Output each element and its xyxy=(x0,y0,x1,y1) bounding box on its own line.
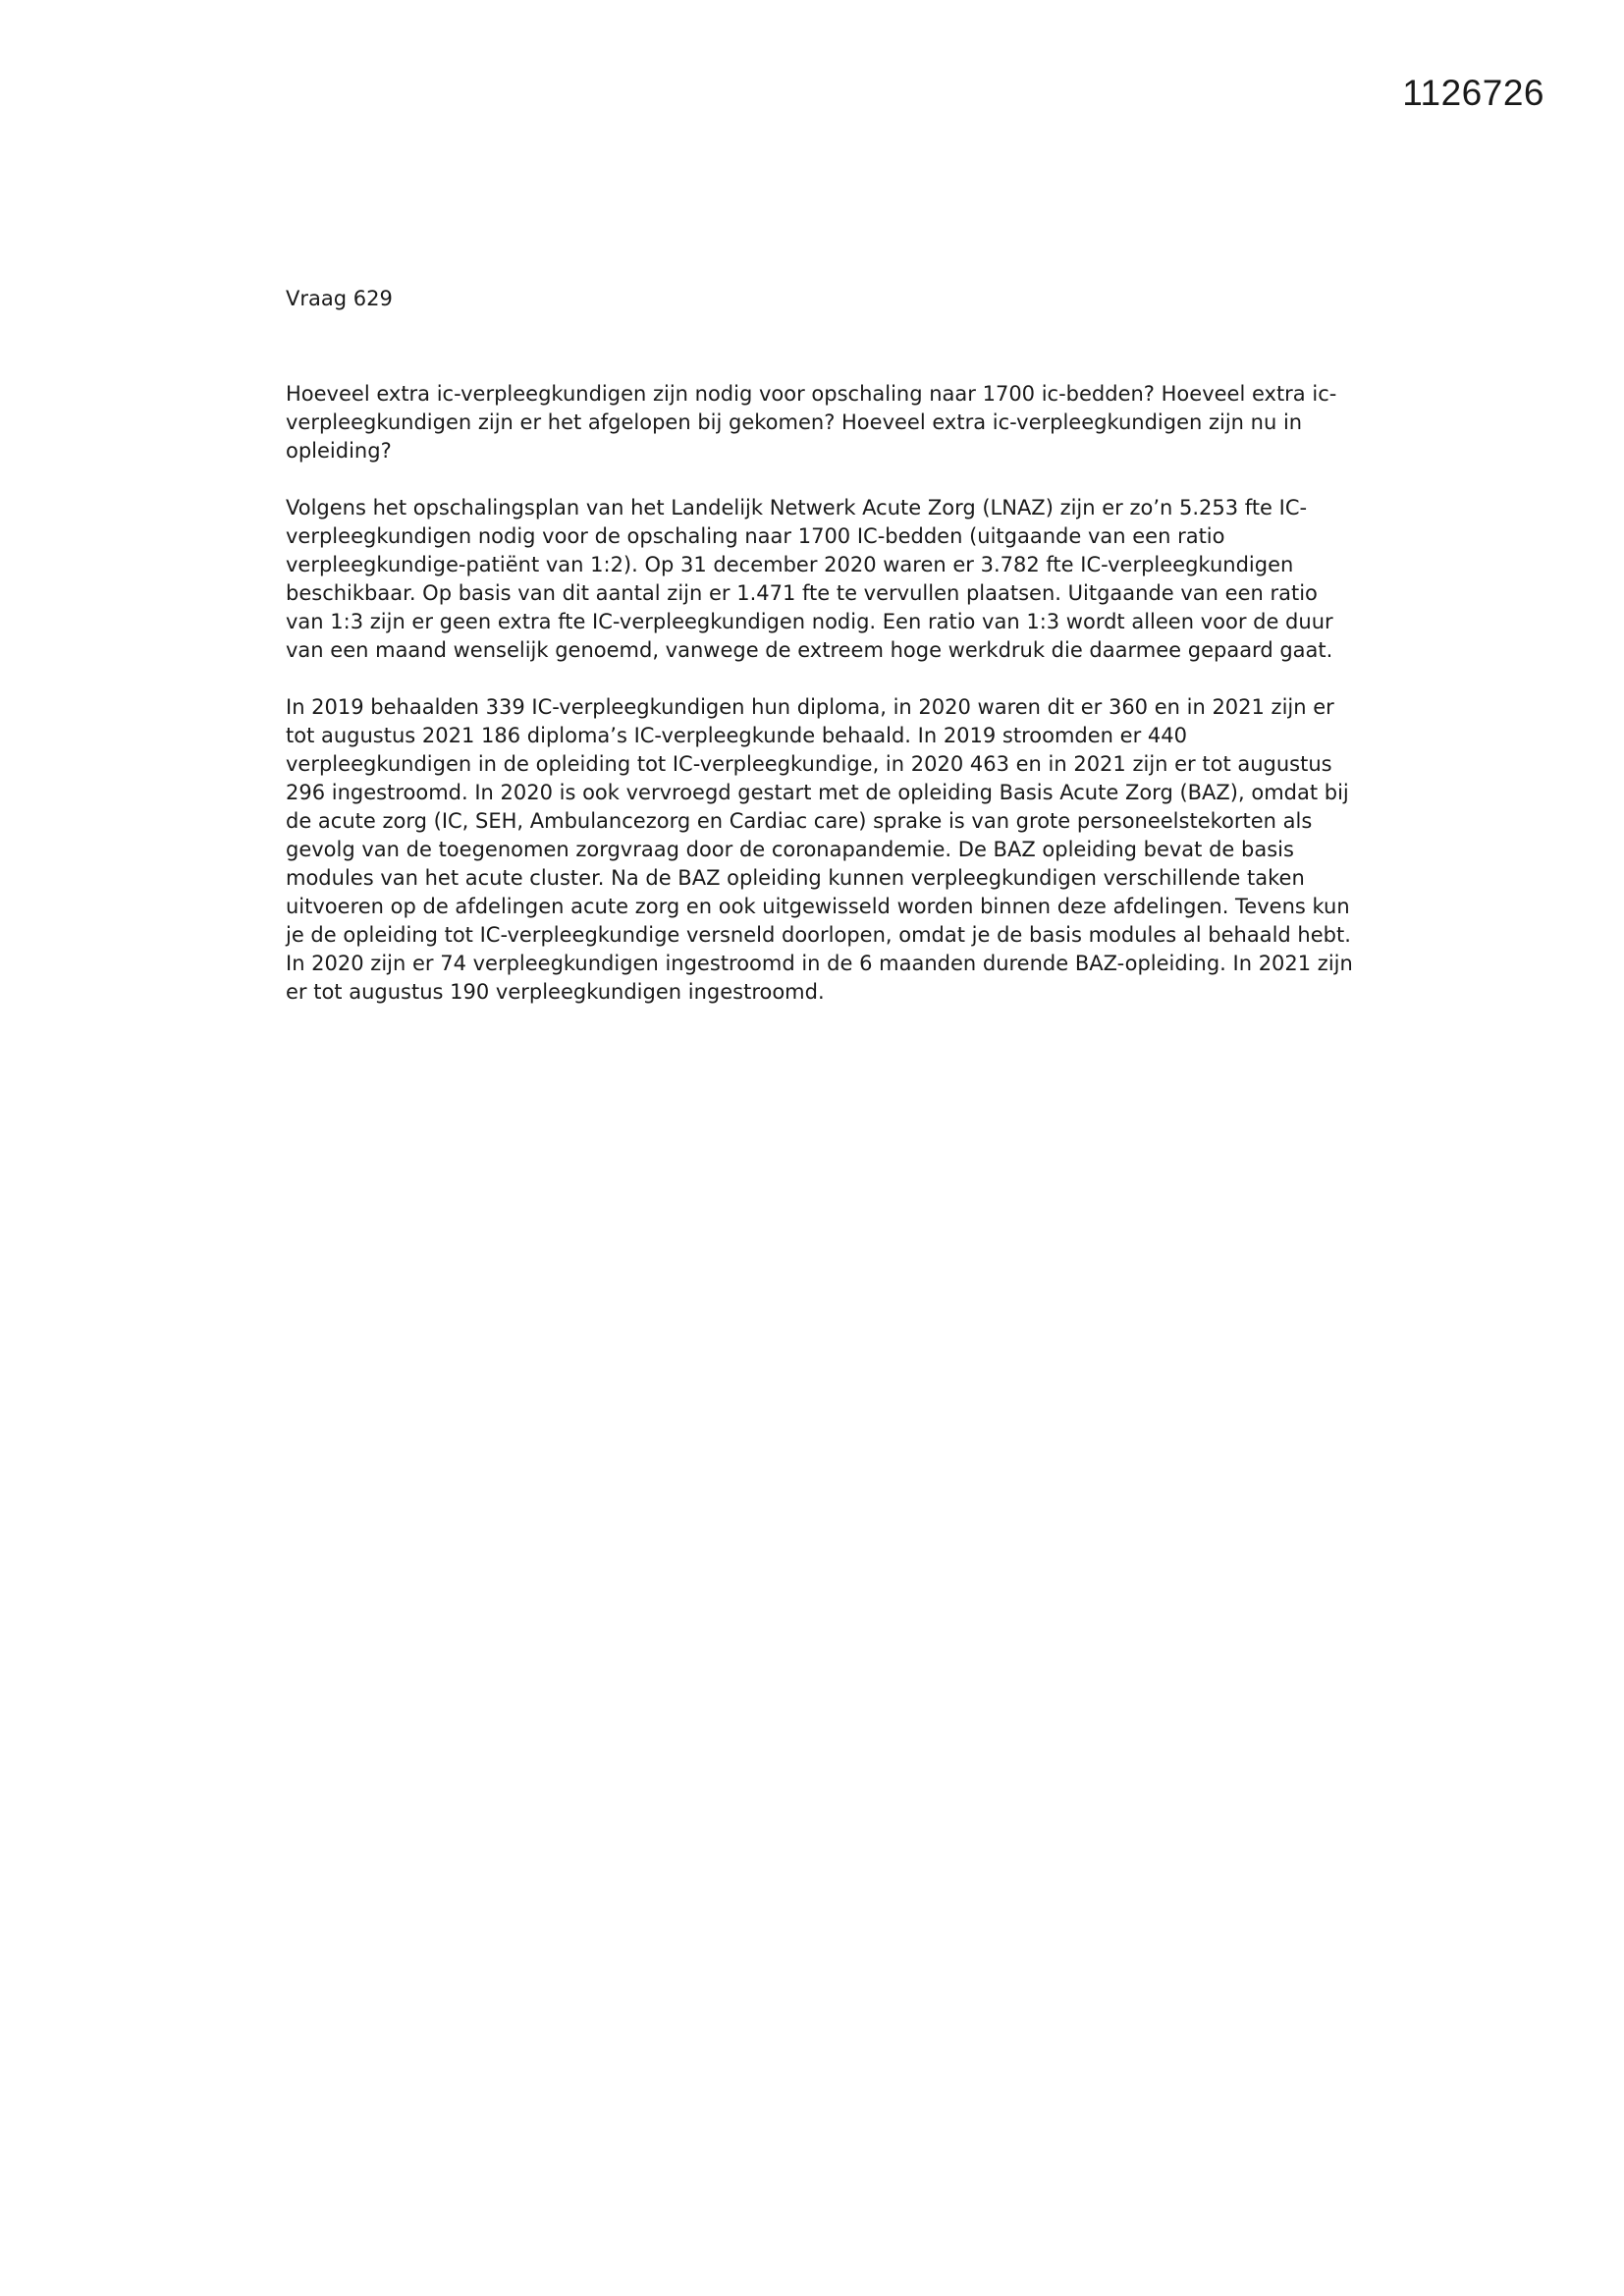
answer-paragraph-1: Volgens het opschalingsplan van het Landelijk Netwerk Acute Zorg (LNAZ) zijn er zo’n 5.253 fte IC-verpleegkundigen nodig voor de opschaling naar 1700 IC-bedden (uitgaande van een ratio verpleegkundige-patiënt van 1:2). Op 31 december 2020 waren er 3.782 fte IC-verpleegkundigen beschikbaar. Op basis van dit aantal zijn er 1.471 fte te vervullen plaatsen. Uitgaande van een ratio van 1:3 zijn er geen extra fte IC-verpleegkundigen nodig. Een ratio van 1:3 wordt alleen voor de duur van een maand wenselijk genoemd, vanwege de extreem hoge werkdruk die daarmee gepaard gaat. xyxy=(286,496,1333,662)
question-text: Hoeveel extra ic-verpleegkundigen zijn nodig voor opschaling naar 1700 ic-bedden? Hoeveel extra ic-verpleegkundigen zijn er het afgelopen bij gekomen? Hoeveel extra ic-verpleegkundigen zijn nu in opleiding? xyxy=(286,382,1337,463)
question-label: Vraag 629 xyxy=(286,287,393,310)
answer-paragraph-2: In 2019 behaalden 339 IC-verpleegkundigen hun diploma, in 2020 waren dit er 360 en in 2021 zijn er tot augustus 2021 186 diploma’s IC-verpleegkunde behaald. In 2019 stroomden er 440 verpleegkundigen in de opleiding tot IC-verpleegkundige, in 2020 463 en in 2021 zijn er tot augustus 296 ingestroomd. In 2020 is ook vervroegd gestart met de opleiding Basis Acute Zorg (BAZ), omdat bij de acute zorg (IC, SEH, Ambulancezorg en Cardiac care) sprake is van grote personeelstekorten als gevolg van de toegenomen zorgvraag door de coronapandemie. De BAZ opleiding bevat de basis modules van het acute cluster. Na de BAZ opleiding kunnen verpleegkundigen verschillende taken uitvoeren op de afdelingen acute zorg en ook uitgewisseld worden binnen deze afdelingen. Tevens kun je de opleiding tot IC-verpleegkundige versneld doorlopen, omdat je de basis modules al behaald hebt. In 2020 zijn er 74 verpleegkundigen ingestroomd in de 6 maanden durende BAZ-opleiding. In 2021 zijn er tot augustus 190 verpleegkundigen ingestroomd. xyxy=(286,695,1353,1004)
document-body xyxy=(286,285,1356,1035)
document-number: 1126726 xyxy=(1402,73,1544,113)
